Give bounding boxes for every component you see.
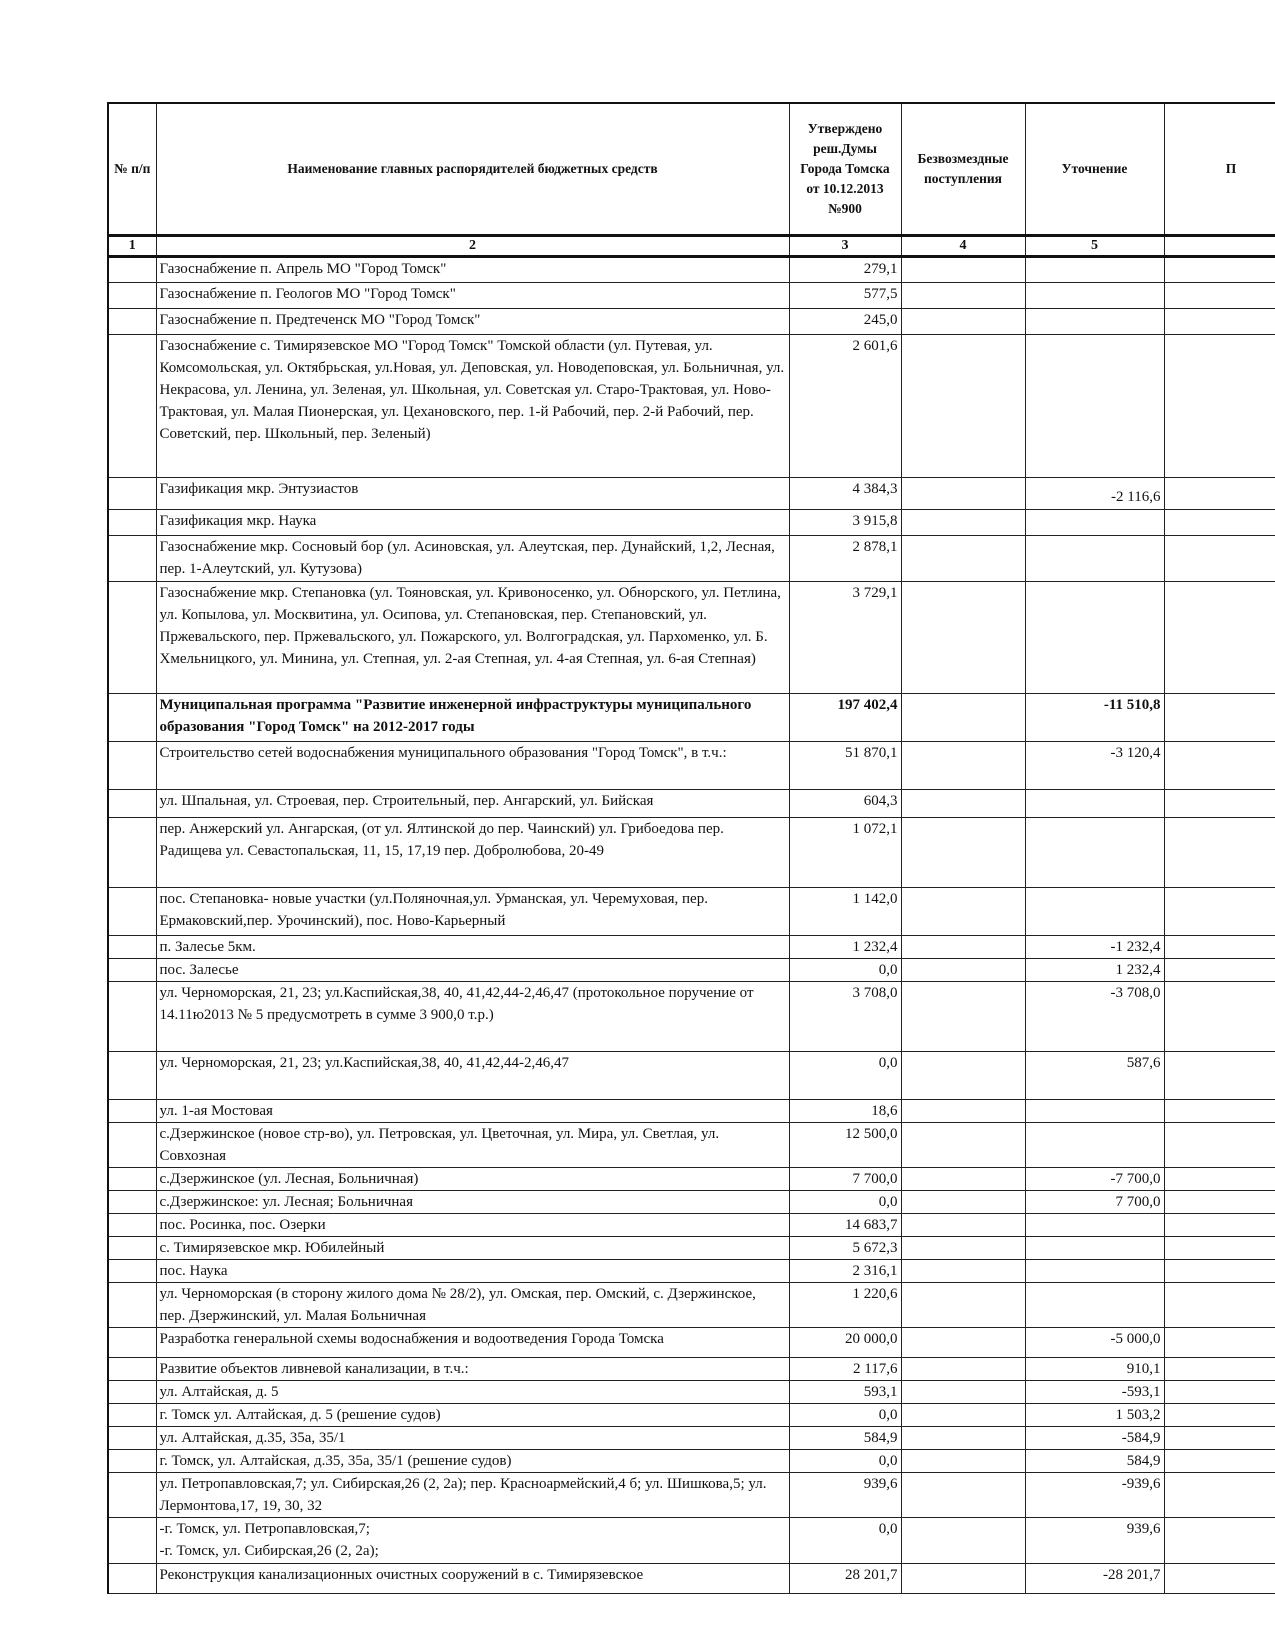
row-grants — [901, 1404, 1025, 1427]
row-name: пер. Анжерский ул. Ангарская, (от ул. Ялтинской до пер. Чаинский) ул. Грибоедова пер. Радищева ул. Севастопальская, 11, 15, 17,19 пер. Добролюбова, 20-49 — [156, 818, 789, 888]
row-grants — [901, 1214, 1025, 1237]
row-clarification: -593,1 — [1025, 1381, 1164, 1404]
row-clarification — [1025, 335, 1164, 478]
row-clarification — [1025, 1123, 1164, 1168]
row-approved: 2 878,1 — [789, 536, 901, 582]
table-row — [108, 309, 1275, 335]
row-next — [1164, 1328, 1275, 1358]
table-row — [108, 1328, 1275, 1358]
row-grants — [901, 1518, 1025, 1564]
row-number — [108, 1473, 156, 1518]
row-grants — [901, 1328, 1025, 1358]
row-next — [1164, 309, 1275, 335]
row-number — [108, 1427, 156, 1450]
table-row — [108, 818, 1275, 888]
row-next — [1164, 1100, 1275, 1123]
row-clarification: 939,6 — [1025, 1518, 1164, 1564]
row-next — [1164, 1283, 1275, 1328]
table-row — [108, 1473, 1275, 1518]
row-clarification: -3 120,4 — [1025, 742, 1164, 790]
table-row — [108, 1564, 1275, 1594]
table-row — [108, 257, 1275, 283]
row-approved: 2 316,1 — [789, 1260, 901, 1283]
row-approved: 0,0 — [789, 1450, 901, 1473]
row-grants — [901, 1191, 1025, 1214]
row-number — [108, 1358, 156, 1381]
table-row — [108, 582, 1275, 694]
row-clarification — [1025, 1237, 1164, 1260]
row-approved: 28 201,7 — [789, 1564, 901, 1594]
row-name: Газоснабжение п. Предтеченск МО "Город Томск" — [156, 309, 789, 335]
row-next — [1164, 982, 1275, 1052]
column-number: 1 — [108, 236, 156, 257]
row-number — [108, 1564, 156, 1594]
row-clarification: 1 232,4 — [1025, 959, 1164, 982]
row-next — [1164, 1191, 1275, 1214]
row-clarification — [1025, 888, 1164, 936]
row-next — [1164, 1260, 1275, 1283]
row-next — [1164, 335, 1275, 478]
row-name: с.Дзержинское: ул. Лесная; Больничная — [156, 1191, 789, 1214]
table-row — [108, 510, 1275, 536]
row-number — [108, 257, 156, 283]
table-row — [108, 1450, 1275, 1473]
row-grants — [901, 1450, 1025, 1473]
row-number — [108, 694, 156, 742]
row-approved: 0,0 — [789, 1404, 901, 1427]
row-grants — [901, 1381, 1025, 1404]
row-approved: 584,9 — [789, 1427, 901, 1450]
row-number — [108, 982, 156, 1052]
column-number — [1164, 236, 1275, 257]
row-next — [1164, 1450, 1275, 1473]
row-next — [1164, 257, 1275, 283]
row-next — [1164, 694, 1275, 742]
budget-sheet — [107, 102, 1275, 1650]
row-name: ул. 1-ая Мостовая — [156, 1100, 789, 1123]
row-grants — [901, 936, 1025, 959]
row-grants — [901, 1473, 1025, 1518]
row-name: п. Залесье 5км. — [156, 936, 789, 959]
row-number — [108, 510, 156, 536]
row-grants — [901, 1100, 1025, 1123]
row-grants — [901, 959, 1025, 982]
table-row — [108, 536, 1275, 582]
header-row — [108, 103, 1275, 236]
row-clarification — [1025, 1100, 1164, 1123]
row-approved: 1 232,4 — [789, 936, 901, 959]
row-next — [1164, 818, 1275, 888]
table-row — [108, 1283, 1275, 1328]
row-number — [108, 1100, 156, 1123]
row-approved: 3 708,0 — [789, 982, 901, 1052]
row-approved: 245,0 — [789, 309, 901, 335]
row-grants — [901, 283, 1025, 309]
row-approved: 3 729,1 — [789, 582, 901, 694]
table-row — [108, 936, 1275, 959]
row-number — [108, 1328, 156, 1358]
table-body — [108, 257, 1275, 1594]
row-next — [1164, 936, 1275, 959]
table-row — [108, 1427, 1275, 1450]
table-row — [108, 1052, 1275, 1100]
row-name: пос. Залесье — [156, 959, 789, 982]
row-approved: 0,0 — [789, 1052, 901, 1100]
row-name: с.Дзержинское (новое стр-во), ул. Петровская, ул. Цветочная, ул. Мира, ул. Светлая, ул. Совхозная — [156, 1123, 789, 1168]
column-number: 3 — [789, 236, 901, 257]
row-number — [108, 959, 156, 982]
row-number — [108, 742, 156, 790]
row-grants — [901, 309, 1025, 335]
row-approved: 1 142,0 — [789, 888, 901, 936]
row-number — [108, 536, 156, 582]
row-number — [108, 888, 156, 936]
row-clarification — [1025, 790, 1164, 818]
row-name: Разработка генеральной схемы водоснабжения и водоотведения Города Томска — [156, 1328, 789, 1358]
table-row — [108, 982, 1275, 1052]
table-row — [108, 742, 1275, 790]
column-number-row — [108, 236, 1275, 257]
row-name: Строительство сетей водоснабжения муниципального образования "Город Томск", в т.ч.: — [156, 742, 789, 790]
row-grants — [901, 478, 1025, 510]
row-name: ул. Черноморская (в сторону жилого дома № 28/2), ул. Омская, пер. Омский, с. Дзержинское, пер. Дзержинский, ул. Малая Больничная — [156, 1283, 789, 1328]
row-grants — [901, 742, 1025, 790]
row-clarification: -11 510,8 — [1025, 694, 1164, 742]
row-grants — [901, 510, 1025, 536]
row-clarification: 910,1 — [1025, 1358, 1164, 1381]
column-number: 2 — [156, 236, 789, 257]
row-number — [108, 1404, 156, 1427]
row-number — [108, 1191, 156, 1214]
row-approved: 279,1 — [789, 257, 901, 283]
row-name: ул. Алтайская, д.35, 35а, 35/1 — [156, 1427, 789, 1450]
row-clarification — [1025, 510, 1164, 536]
row-number — [108, 1450, 156, 1473]
header-clarification: Уточнение — [1025, 103, 1164, 236]
row-name: Газоснабжение с. Тимирязевское МО "Город Томск" Томской области (ул. Путевая, ул. Комсомольская, ул. Октябрьская, ул.Новая, ул. Деповская, ул. Новодеповская, ул. Больничная, ул. Некрасова, ул. Ленина, ул. Зеленая, ул. Школьная, ул. Советская ул. Старо-Трактовая, ул. Ново-Трактовая, ул. Малая Пионерская, ул. Цехановского, пер. 1-й Рабочий, пер. 2-й Рабочий, пер. Советский, пер. Школьный, пер. Зеленый) — [156, 335, 789, 478]
row-grants — [901, 1123, 1025, 1168]
row-name: ул. Черноморская, 21, 23; ул.Каспийская,38, 40, 41,42,44-2,46,47 — [156, 1052, 789, 1100]
row-grants — [901, 1237, 1025, 1260]
row-approved: 2 117,6 — [789, 1358, 901, 1381]
row-approved: 593,1 — [789, 1381, 901, 1404]
row-number — [108, 309, 156, 335]
row-next — [1164, 1381, 1275, 1404]
header-next: П — [1164, 103, 1275, 236]
row-next — [1164, 1404, 1275, 1427]
row-clarification — [1025, 582, 1164, 694]
table-row — [108, 1518, 1275, 1564]
row-approved: 12 500,0 — [789, 1123, 901, 1168]
budget-table — [107, 102, 1275, 1594]
header-num: № п/п — [108, 103, 156, 236]
row-clarification — [1025, 309, 1164, 335]
row-name: пос. Степановка- новые участки (ул.Поляночная,ул. Урманская, ул. Черемуховая, пер. Ермаковский,пер. Урочинский), пос. Ново-Карьерный — [156, 888, 789, 936]
row-name: Реконструкция канализационных очистных сооружений в с. Тимирязевское — [156, 1564, 789, 1594]
row-name: ул. Алтайская, д. 5 — [156, 1381, 789, 1404]
row-grants — [901, 335, 1025, 478]
row-grants — [901, 1358, 1025, 1381]
row-clarification: -5 000,0 — [1025, 1328, 1164, 1358]
row-grants — [901, 1283, 1025, 1328]
row-name: пос. Росинка, пос. Озерки — [156, 1214, 789, 1237]
row-approved: 2 601,6 — [789, 335, 901, 478]
table-row — [108, 1100, 1275, 1123]
table-row — [108, 694, 1275, 742]
row-grants — [901, 1427, 1025, 1450]
table-row — [108, 1237, 1275, 1260]
table-row — [108, 1381, 1275, 1404]
table-row — [108, 1260, 1275, 1283]
row-number — [108, 283, 156, 309]
row-clarification: -28 201,7 — [1025, 1564, 1164, 1594]
row-number — [108, 818, 156, 888]
row-number — [108, 1123, 156, 1168]
row-grants — [901, 257, 1025, 283]
row-next — [1164, 888, 1275, 936]
row-next — [1164, 510, 1275, 536]
row-approved: 1 072,1 — [789, 818, 901, 888]
row-approved: 197 402,4 — [789, 694, 901, 742]
table-row — [108, 335, 1275, 478]
row-clarification: -3 708,0 — [1025, 982, 1164, 1052]
row-next — [1164, 283, 1275, 309]
row-grants — [901, 888, 1025, 936]
row-approved: 577,5 — [789, 283, 901, 309]
row-name: г. Томск ул. Алтайская, д. 5 (решение судов) — [156, 1404, 789, 1427]
row-approved: 0,0 — [789, 959, 901, 982]
row-number — [108, 936, 156, 959]
row-name: Газификация мкр. Наука — [156, 510, 789, 536]
row-number — [108, 1283, 156, 1328]
row-clarification — [1025, 536, 1164, 582]
row-approved: 4 384,3 — [789, 478, 901, 510]
row-number — [108, 1381, 156, 1404]
table-row — [108, 1123, 1275, 1168]
row-next — [1164, 1168, 1275, 1191]
row-grants — [901, 536, 1025, 582]
row-name: с.Дзержинское (ул. Лесная, Больничная) — [156, 1168, 789, 1191]
row-approved: 18,6 — [789, 1100, 901, 1123]
row-name: г. Томск, ул. Алтайская, д.35, 35а, 35/1 (решение судов) — [156, 1450, 789, 1473]
row-approved: 0,0 — [789, 1518, 901, 1564]
row-next — [1164, 1052, 1275, 1100]
table-row — [108, 959, 1275, 982]
row-approved: 14 683,7 — [789, 1214, 901, 1237]
row-number — [108, 478, 156, 510]
table-row — [108, 1404, 1275, 1427]
row-next — [1164, 742, 1275, 790]
row-clarification: -2 116,6 — [1025, 478, 1164, 510]
row-next — [1164, 959, 1275, 982]
row-next — [1164, 1358, 1275, 1381]
row-approved: 3 915,8 — [789, 510, 901, 536]
row-approved: 0,0 — [789, 1191, 901, 1214]
row-clarification — [1025, 283, 1164, 309]
row-clarification — [1025, 1283, 1164, 1328]
row-number — [108, 1214, 156, 1237]
row-grants — [901, 1564, 1025, 1594]
row-next — [1164, 582, 1275, 694]
row-clarification: -939,6 — [1025, 1473, 1164, 1518]
table-row — [108, 1358, 1275, 1381]
row-number — [108, 1052, 156, 1100]
row-clarification: -7 700,0 — [1025, 1168, 1164, 1191]
row-clarification — [1025, 818, 1164, 888]
row-next — [1164, 536, 1275, 582]
header-name: Наименование главных распорядителей бюджетных средств — [156, 103, 789, 236]
row-clarification: -1 232,4 — [1025, 936, 1164, 959]
row-approved: 5 672,3 — [789, 1237, 901, 1260]
row-number — [108, 790, 156, 818]
row-approved: 604,3 — [789, 790, 901, 818]
row-name: ул. Черноморская, 21, 23; ул.Каспийская,38, 40, 41,42,44-2,46,47 (протокольное поручение от 14.11ю2013 № 5 предусмотреть в сумме 3 900,0 т.р.) — [156, 982, 789, 1052]
row-grants — [901, 694, 1025, 742]
row-name: -г. Томск, ул. Петропавловская,7; -г. Томск, ул. Сибирская,26 (2, 2а); — [156, 1518, 789, 1564]
row-approved: 51 870,1 — [789, 742, 901, 790]
table-row — [108, 1191, 1275, 1214]
row-number — [108, 335, 156, 478]
row-grants — [901, 790, 1025, 818]
row-next — [1164, 1237, 1275, 1260]
row-name: Газоснабжение мкр. Сосновый бор (ул. Асиновская, ул. Алеутская, пер. Дунайский, 1,2, Лесная, пер. 1-Алеутский, ул. Кутузова) — [156, 536, 789, 582]
row-next — [1164, 1564, 1275, 1594]
row-name: пос. Наука — [156, 1260, 789, 1283]
row-name: ул. Шпальная, ул. Строевая, пер. Строительный, пер. Ангарский, ул. Бийская — [156, 790, 789, 818]
header-approved: Утверждено реш.Думы Города Томска от 10.12.2013 №900 — [789, 103, 901, 236]
row-name: Газоснабжение мкр. Степановка (ул. Тояновская, ул. Кривоносенко, ул. Обнорского, ул. Петлина, ул. Копылова, ул. Москвитина, ул. Осипова, ул. Степановская, пер. Степановский, ул. Пржевальского, пер. Пржевальского, ул. Пожарского, ул. Волгоградская, ул. Пархоменко, ул. Б. Хмельницкого, ул. Минина, ул. Степная, ул. 2-ая Степная, ул. 4-ая Степная, ул. 6-ая Степная) — [156, 582, 789, 694]
row-number — [108, 582, 156, 694]
row-name: Газоснабжение п. Апрель МО "Город Томск" — [156, 257, 789, 283]
table-row — [108, 1214, 1275, 1237]
row-grants — [901, 582, 1025, 694]
row-approved: 7 700,0 — [789, 1168, 901, 1191]
row-name: Газоснабжение п. Геологов МО "Город Томск" — [156, 283, 789, 309]
row-next — [1164, 1518, 1275, 1564]
row-grants — [901, 1168, 1025, 1191]
row-next — [1164, 1473, 1275, 1518]
table-row — [108, 888, 1275, 936]
row-clarification: 7 700,0 — [1025, 1191, 1164, 1214]
row-next — [1164, 1123, 1275, 1168]
row-grants — [901, 818, 1025, 888]
row-name: Развитие объектов ливневой канализации, в т.ч.: — [156, 1358, 789, 1381]
row-name: ул. Петропавловская,7; ул. Сибирская,26 (2, 2а); пер. Красноармейский,4 б; ул. Шишкова,5; ул. Лермонтова,17, 19, 30, 32 — [156, 1473, 789, 1518]
row-approved: 20 000,0 — [789, 1328, 901, 1358]
row-next — [1164, 1214, 1275, 1237]
header-grants: Безвозмездные поступления — [901, 103, 1025, 236]
row-approved: 939,6 — [789, 1473, 901, 1518]
row-number — [108, 1260, 156, 1283]
row-grants — [901, 1260, 1025, 1283]
row-next — [1164, 790, 1275, 818]
row-next — [1164, 1427, 1275, 1450]
row-clarification: -584,9 — [1025, 1427, 1164, 1450]
table-row — [108, 283, 1275, 309]
row-clarification — [1025, 1260, 1164, 1283]
row-name: Газификация мкр. Энтузиастов — [156, 478, 789, 510]
row-name: Муниципальная программа "Развитие инженерной инфраструктуры муниципального образования "Город Томск" на 2012-2017 годы — [156, 694, 789, 742]
row-number — [108, 1237, 156, 1260]
row-grants — [901, 1052, 1025, 1100]
table-row — [108, 1168, 1275, 1191]
table-row — [108, 790, 1275, 818]
row-clarification: 584,9 — [1025, 1450, 1164, 1473]
row-clarification — [1025, 1214, 1164, 1237]
row-number — [108, 1518, 156, 1564]
row-grants — [901, 982, 1025, 1052]
column-number: 5 — [1025, 236, 1164, 257]
row-number — [108, 1168, 156, 1191]
row-approved: 1 220,6 — [789, 1283, 901, 1328]
table-row — [108, 478, 1275, 510]
row-clarification: 1 503,2 — [1025, 1404, 1164, 1427]
row-next — [1164, 478, 1275, 510]
row-clarification: 587,6 — [1025, 1052, 1164, 1100]
column-number: 4 — [901, 236, 1025, 257]
row-name: с. Тимирязевское мкр. Юбилейный — [156, 1237, 789, 1260]
row-clarification — [1025, 257, 1164, 283]
